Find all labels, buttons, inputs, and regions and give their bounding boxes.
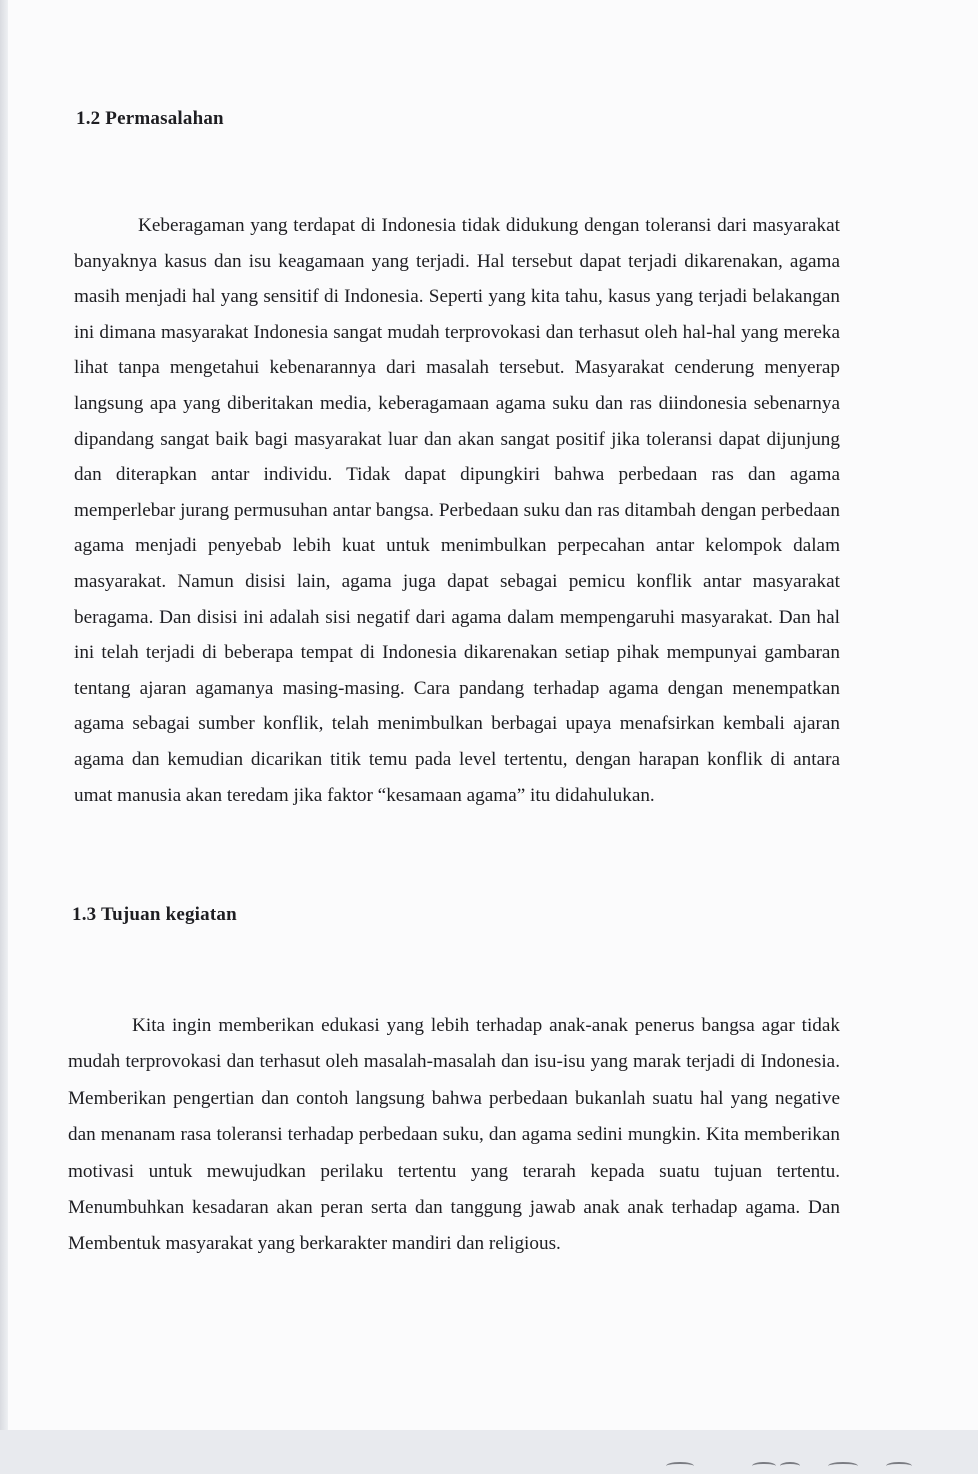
cut-off-text-fragment [660, 1462, 978, 1474]
paragraph-permasalahan: Keberagaman yang terdapat di Indonesia tidak didukung dengan toleransi dari masyarakat banyaknya kasus dan isu keagamaan yang terjadi. Hal tersebut dapat terjadi dikarenakan, agama masih menjadi hal yang sensitif di Indonesia. Seperti yang kita tahu, kasus yang terjadi belakangan ini dimana masyarakat Indonesia sangat mudah terprovokasi dan terhasut oleh hal-hal yang mereka lihat tanpa mengetahui kebenarannya dari masalah tersebut. Masyarakat cenderung menyerap langsung apa yang diberitakan media, keberagamaan agama suku dan ras diindonesia sebenarnya dipandang sangat baik bagi masyarakat luar dan akan sangat positif jika toleransi dapat dijunjung dan diterapkan antar individu. Tidak dapat dipungkiri bahwa perbedaan ras dan agama memperlebar jurang permusuhan antar bangsa. Perbedaan suku dan ras ditambah dengan perbedaan agama menjadi penyebab lebih kuat untuk menimbulkan perpecahan antar kelompok dalam masyarakat. Namun disisi lain, agama juga dapat sebagai pemicu konflik antar masyarakat beragama. Dan disisi ini adalah sisi negatif dari agama dalam mempengaruhi masyarakat. Dan hal ini telah terjadi di beberapa tempat di Indonesia dikarenakan setiap pihak mempunyai gambaran tentang ajaran agamanya masing-masing. Cara pandang terhadap agama dengan menempatkan agama sebagai sumber konflik, telah menimbulkan berbagai upaya menafsirkan kembali ajaran agama dan kemudian dicarikan titik temu pada level tertentu, dengan harapan konflik di antara umat manusia akan teredam jika faktor “kesamaan agama” itu didahulukan. [74, 215, 840, 806]
section-heading-permasalahan: 1.2 Permasalahan [76, 108, 224, 129]
section-heading-tujuan-kegiatan: 1.3 Tujuan kegiatan [72, 904, 237, 925]
paragraph-tujuan-kegiatan: Kita ingin memberikan edukasi yang lebih terhadap anak-anak penerus bangsa agar tidak mudah terprovokasi dan terhasut oleh masalah-masalah dan isu-isu yang marak terjadi di Indonesia. Memberikan pengertian dan contoh langsung bahwa perbedaan bukanlah suatu hal yang negative dan menanam rasa toleransi terhadap perbedaan suku, dan agama sedini mungkin. Kita memberikan motivasi untuk mewujudkan perilaku tertentu yang terarah kepada suatu tujuan tertentu. Menumbuhkan kesadaran akan peran serta dan tanggung jawab anak anak terhadap agama. Dan Membentuk masyarakat yang berkarakter mandiri dan religious. [68, 1015, 840, 1255]
scan-left-edge [0, 0, 8, 1474]
